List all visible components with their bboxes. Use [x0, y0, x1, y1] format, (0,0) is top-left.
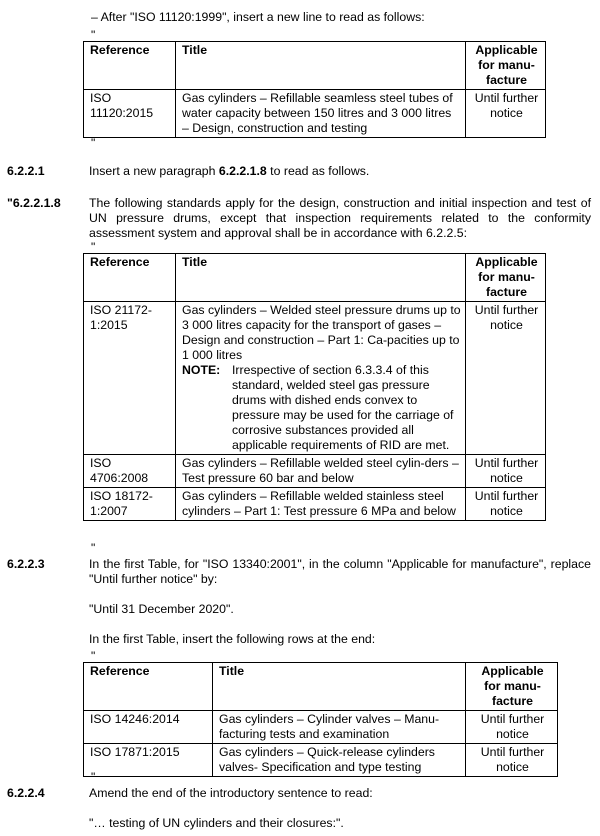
cell-reference: ISO 14246:2014 [84, 711, 213, 744]
close-quote: " [91, 541, 96, 555]
header-reference: Reference [84, 42, 176, 90]
close-quote: " [91, 136, 96, 150]
table-row [84, 744, 558, 777]
open-quote: " [91, 240, 96, 254]
cell-title: Gas cylinders – Refillable welded stainless steel cylinders – Part 1: Test pressure 6 MPa and below [176, 488, 466, 521]
section-text-62218: The following standards apply for the design, construction and initial inspection and test of UN pressure drums, except that inspection requirements related to the conformity assessment system and approval shall be in accordance with 6.2.2.5: [89, 196, 591, 240]
section-number-62218: "6.2.2.1.8 [7, 196, 61, 210]
cell-reference: ISO 17871:2015 [84, 744, 213, 777]
cell-title: Gas cylinders – Cylinder valves – Manu-facturing tests and examination [213, 711, 466, 744]
table-pressure-drums [83, 253, 546, 521]
header-applicable: Applicable for manu-facture [466, 663, 558, 711]
note-text: Irrespective of section 6.3.3.4 of this standard, welded steel gas pressure drums with dished ends convex to pressure may be used for the carriage of corrosive substances provided all applicable requirements of RID are met. [232, 363, 454, 452]
title-text: Gas cylinders – Welded steel pressure drums up to 3 000 litres capacity for the transport of gases – Design and construction – Part 1: Ca-pacities up to 1 000 litres [182, 303, 461, 362]
table-header-row [84, 42, 546, 90]
section-text-6223: In the first Table, for "ISO 13340:2001", in the column "Applicable for manufacture", replace "Until further notice" by: [89, 557, 591, 586]
table-row [84, 455, 546, 488]
header-reference: Reference [84, 663, 213, 711]
replacement-text: "Until 31 December 2020". [89, 602, 234, 616]
closure-quote-text: "… testing of UN cylinders and their closures:". [89, 816, 344, 830]
cell-applicable: Until further notice [466, 744, 558, 777]
table-row [84, 90, 546, 138]
header-applicable: Applicable for manu-facture [466, 254, 546, 302]
text-fragment: to read as follows. [266, 164, 370, 178]
header-title: Title [176, 254, 466, 302]
note-label: NOTE: [182, 363, 221, 377]
header-title: Title [213, 663, 466, 711]
close-quote: " [91, 770, 96, 784]
cell-title [176, 302, 466, 455]
section-text-6224: Amend the end of the introductory sentence to read: [89, 786, 373, 800]
cell-title: Gas cylinders – Quick-release cylinders valves- Specification and type testing [213, 744, 466, 777]
open-quote: " [91, 649, 96, 663]
cell-applicable: Until further notice [466, 90, 546, 138]
insert-rows-text: In the first Table, insert the following rows at the end: [89, 632, 376, 646]
header-title: Title [176, 42, 466, 90]
table-row [84, 711, 558, 744]
cell-applicable: Until further notice [466, 302, 546, 455]
section-number-6223: 6.2.2.3 [7, 557, 45, 571]
table-iso-11120 [83, 41, 546, 138]
cell-applicable: Until further notice [466, 488, 546, 521]
paragraph-ref: 6.2.2.1.8 [218, 164, 267, 178]
header-reference: Reference [84, 254, 176, 302]
cell-applicable: Until further notice [466, 711, 558, 744]
note-block [182, 363, 461, 453]
section-text-6221 [89, 164, 591, 179]
cell-title: Gas cylinders – Refillable welded steel cylin-ders – Test pressure 60 bar and below [176, 455, 466, 488]
cell-reference: ISO 21172-1:2015 [84, 302, 176, 455]
open-quote: " [91, 28, 96, 42]
cell-reference: ISO 11120:2015 [84, 90, 176, 138]
cell-title: Gas cylinders – Refillable seamless steel tubes of water capacity between 150 litres and 3 000 litres – Design, construction and testing [176, 90, 466, 138]
amendment-intro: – After "ISO 11120:1999", insert a new line to read as follows: [91, 10, 425, 24]
cell-reference: ISO 4706:2008 [84, 455, 176, 488]
cell-applicable: Until further notice [466, 455, 546, 488]
table-row [84, 302, 546, 455]
text-fragment: Insert a new paragraph [89, 164, 219, 178]
table-header-row [84, 254, 546, 302]
table-cylinder-valves [83, 662, 558, 777]
section-number-6221: 6.2.2.1 [7, 164, 45, 178]
section-number-6224: 6.2.2.4 [7, 786, 45, 800]
header-applicable: Applicable for manu-facture [466, 42, 546, 90]
table-row [84, 488, 546, 521]
table-header-row [84, 663, 558, 711]
cell-reference: ISO 18172-1:2007 [84, 488, 176, 521]
